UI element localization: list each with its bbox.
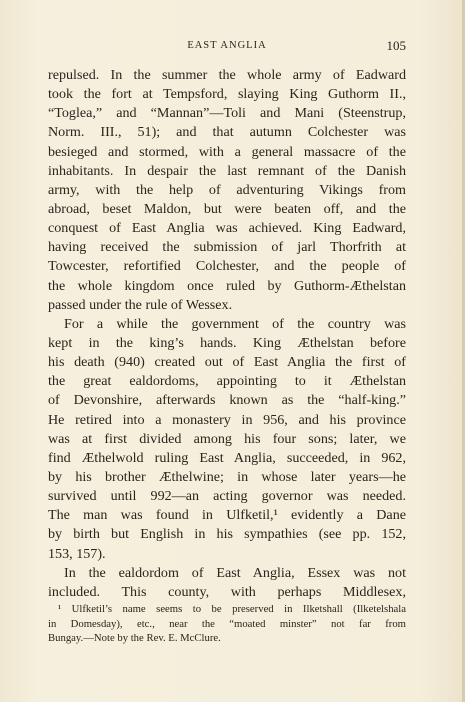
text-line: inhabitants. In despair the last remnant of the Danish xyxy=(48,162,406,179)
text-line: took the fort at Tempsford, slaying King Guthorm II., xyxy=(48,86,406,103)
text-line: Towcester, refortified Colchester, and the people of xyxy=(48,258,406,275)
footnote xyxy=(48,602,406,646)
text-line: having received the submission of jarl Thorfrith at xyxy=(48,239,406,256)
body-text xyxy=(48,66,406,602)
footnote-line: in Domesday), etc., near the “moated minster” not far from xyxy=(48,617,406,630)
text-line: find Æthelwold ruling East Anglia, succeeded, in 962, xyxy=(48,449,406,466)
text-line: Norm. III., 51); and that autumn Colchester was xyxy=(48,124,406,141)
text-line: passed under the rule of Wessex. xyxy=(48,296,233,313)
text-line: besieged and stormed, with a general massacre of the xyxy=(48,143,406,160)
text-line: the great ealdordoms, appointing to it Æthelstan xyxy=(48,373,406,390)
text-line: army, with the help of adventuring Vikings from xyxy=(48,181,406,198)
text-line: by his brother Æthelwine; in whose later years—he xyxy=(48,468,406,485)
running-head-title: EAST ANGLIA xyxy=(187,40,267,51)
text-line: included. This county, with perhaps Middlesex, xyxy=(48,583,406,600)
paragraph-start-line: For a while the government of the country was xyxy=(64,315,406,332)
text-line: was at first divided among his four sons; later, we xyxy=(48,430,406,447)
text-line: The man was found in Ulfketil,¹ evidently a Dane xyxy=(48,507,406,524)
text-line: of Devonshire, afterwards known as the “half-king.” xyxy=(48,392,406,409)
text-line: survived until 992—an acting governor was needed. xyxy=(48,488,406,505)
text-line: He retired into a monastery in 956, and his province xyxy=(48,411,406,428)
footnote-line: Bungay.—Note by the Rev. E. McClure. xyxy=(48,632,221,644)
text-line: “Toglea,” and “Mannan”—Toli and Mani (Steenstrup, xyxy=(48,105,406,122)
text-line: abroad, beset Maldon, but were beaten off, and the xyxy=(48,200,406,217)
paragraph-start-line: In the ealdordom of East Anglia, Essex was not xyxy=(64,564,406,581)
text-line: by birth but English in his sympathies (see pp. 152, xyxy=(48,526,406,543)
text-line: his death (940) created out of East Anglia the first of xyxy=(48,354,406,371)
text-line: the whole kingdom once ruled by Guthorm-Æthelstan xyxy=(48,277,406,294)
footnote-line: ¹ Ulfketil’s name seems to be preserved in Ilketshall (Ilketelshala xyxy=(58,603,406,615)
page-number: 105 xyxy=(386,38,406,53)
text-line: conquest of East Anglia was achieved. King Eadward, xyxy=(48,220,406,237)
text-line: kept in the king’s hands. King Æthelstan before xyxy=(48,334,406,351)
running-head xyxy=(48,38,406,54)
text-line: repulsed. In the summer the whole army of Eadward xyxy=(48,67,406,83)
text-line: 153, 157). xyxy=(48,545,106,562)
